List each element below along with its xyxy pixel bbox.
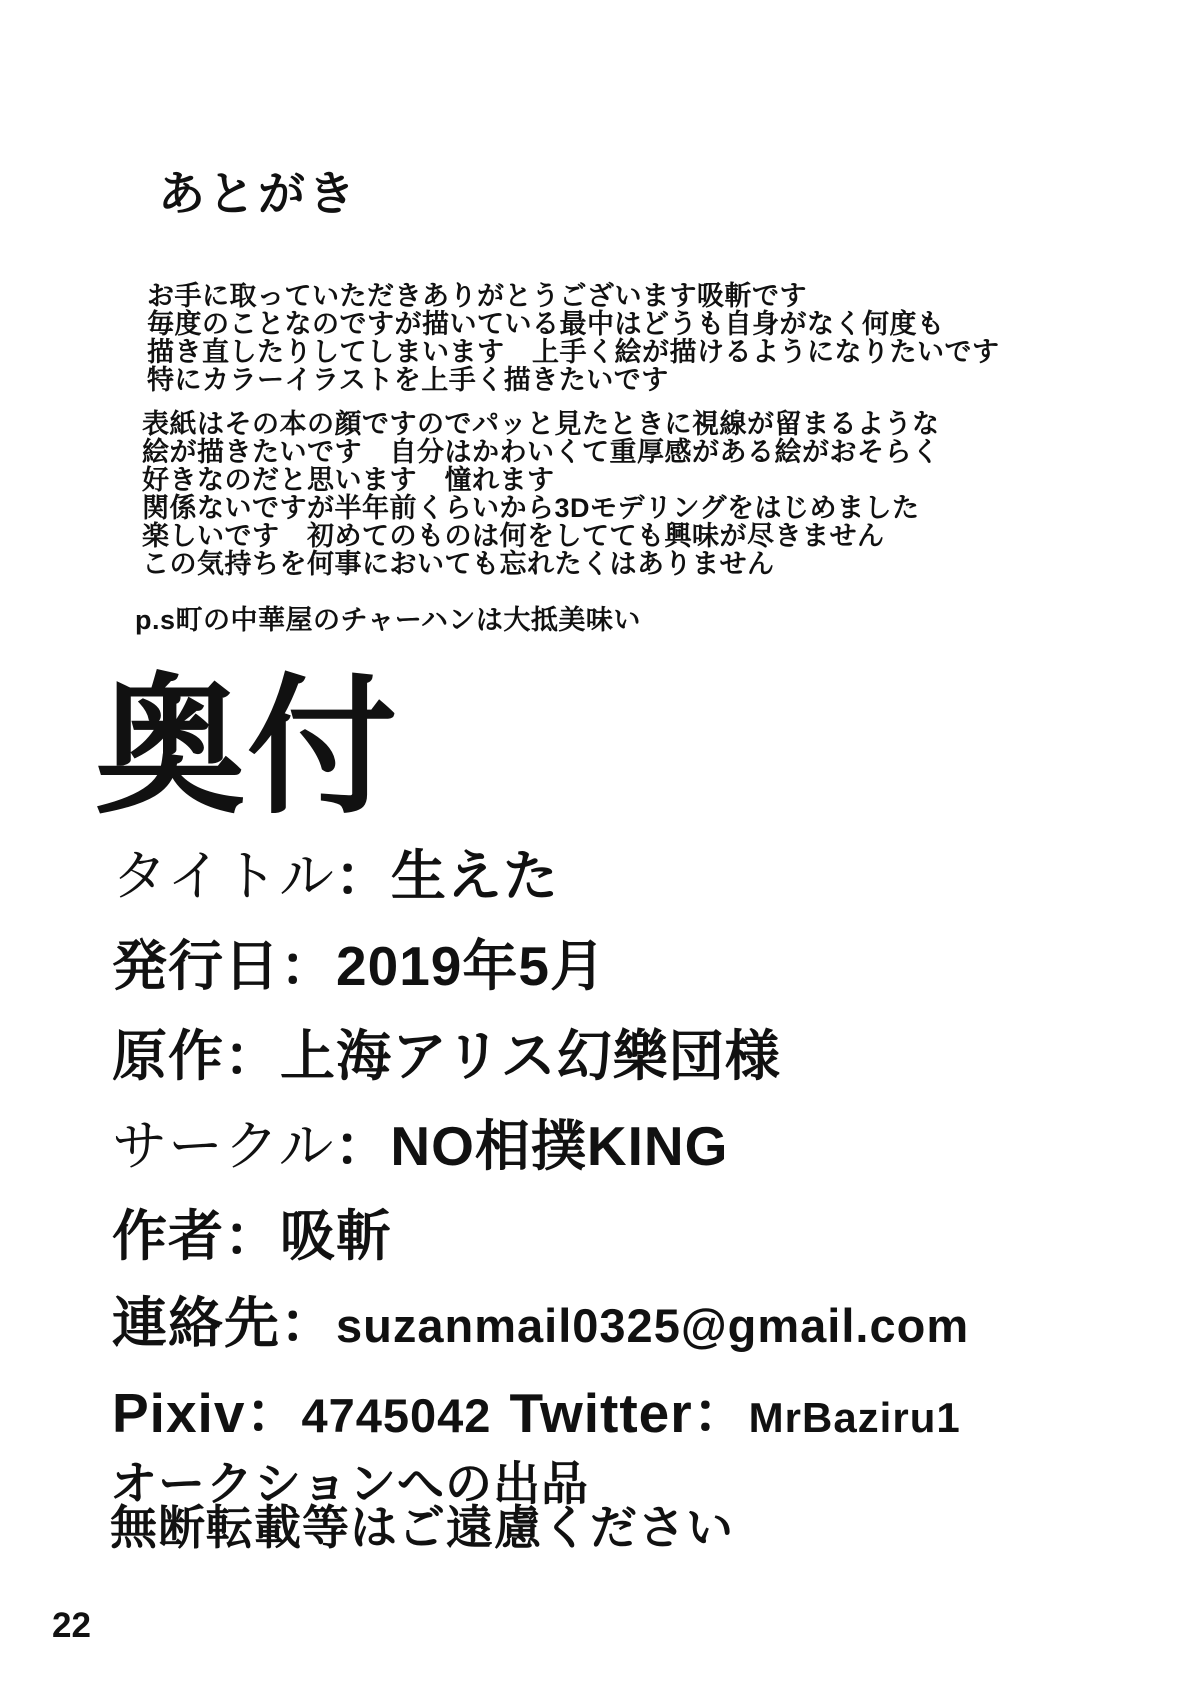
title-label: タイトル (112, 844, 335, 908)
circle-value: NO相撲KING (390, 1115, 729, 1177)
contact-label: 連絡先 (112, 1292, 281, 1354)
colophon-row-original-work (112, 1026, 781, 1086)
colophon-row-publish-date (112, 936, 606, 996)
colophon-row-author (112, 1206, 392, 1266)
afterword-paragraph-1 (147, 282, 1000, 394)
colon-separator: ： (224, 1025, 281, 1087)
colophon-heading: 奥付 (95, 663, 400, 831)
colon-separator: ： (334, 1115, 391, 1177)
afterword-heading: あとがき (158, 167, 358, 220)
afterword-paragraph-2 (142, 410, 940, 578)
title-value: 生えた (390, 845, 559, 907)
colon-separator: ： (245, 1382, 302, 1444)
circle-label: サークル (112, 1114, 335, 1178)
contact-email-value: suzanmail0325@gmail.com (336, 1299, 970, 1352)
author-value: 吸斬 (280, 1205, 393, 1267)
colophon-row-contact (112, 1293, 969, 1356)
twitter-handle-value: MrBaziru1 (748, 1394, 961, 1441)
afterword-line: 特にカラーイラストを上手く描きたいです (147, 365, 669, 395)
afterword-line: 関係ないですが半年前くらいから3Dモデリングをはじめました (142, 493, 920, 523)
afterword-line: 描き直したりしてしまいます 上手く絵が描けるようになりたいです (147, 337, 1000, 367)
colon-separator: ： (334, 845, 391, 907)
pixiv-id-value: 4745042 (301, 1389, 492, 1442)
postscript-note: p.s町の中華屋のチャーハンは大抵美味い (135, 605, 641, 635)
pixiv-label: Pixiv (112, 1382, 246, 1444)
colophon-row-title (112, 846, 559, 906)
afterword-line: 好きなのだと思います 憧れます (142, 465, 555, 495)
afterword-line: 毎度のことなのですが描いている最中はどうも自身がなく何度も (147, 309, 945, 339)
publish-date-label: 発行日 (112, 935, 281, 997)
publish-date-value: 2019年5月 (336, 935, 606, 997)
reprint-prohibition-notice (110, 1457, 734, 1554)
colophon-row-circle (112, 1116, 728, 1176)
original-work-value: 上海アリス幻樂団様 (280, 1025, 781, 1087)
colon-separator: ： (280, 1292, 337, 1354)
afterword-line: 絵が描きたいです 自分はかわいくて重厚感がある絵がおそらく (142, 437, 940, 467)
afterword-line: お手に取っていただきありがとうございます吸斬です (147, 281, 807, 311)
afterword-line: この気持ちを何事においても忘れたくはありません (142, 549, 775, 579)
original-work-label: 原作 (112, 1025, 225, 1087)
author-label: 作者 (112, 1205, 225, 1267)
colon-separator: ： (280, 935, 337, 997)
notice-line-no-reprint: 無断転載等はご遠慮ください (110, 1501, 734, 1554)
page-number: 22 (52, 1606, 91, 1645)
notice-line-auction: オークションへの出品 (110, 1457, 590, 1510)
afterword-line: 楽しいです 初めてのものは何をしてても興味が尽きません (142, 521, 885, 551)
twitter-label: Twitter (509, 1382, 693, 1444)
colon-separator: ： (692, 1382, 749, 1444)
colon-separator: ： (224, 1205, 281, 1267)
colophon-row-accounts (112, 1383, 961, 1448)
afterword-line: 表紙はその本の顔ですのでパッと見たときに視線が留まるような (142, 409, 940, 439)
